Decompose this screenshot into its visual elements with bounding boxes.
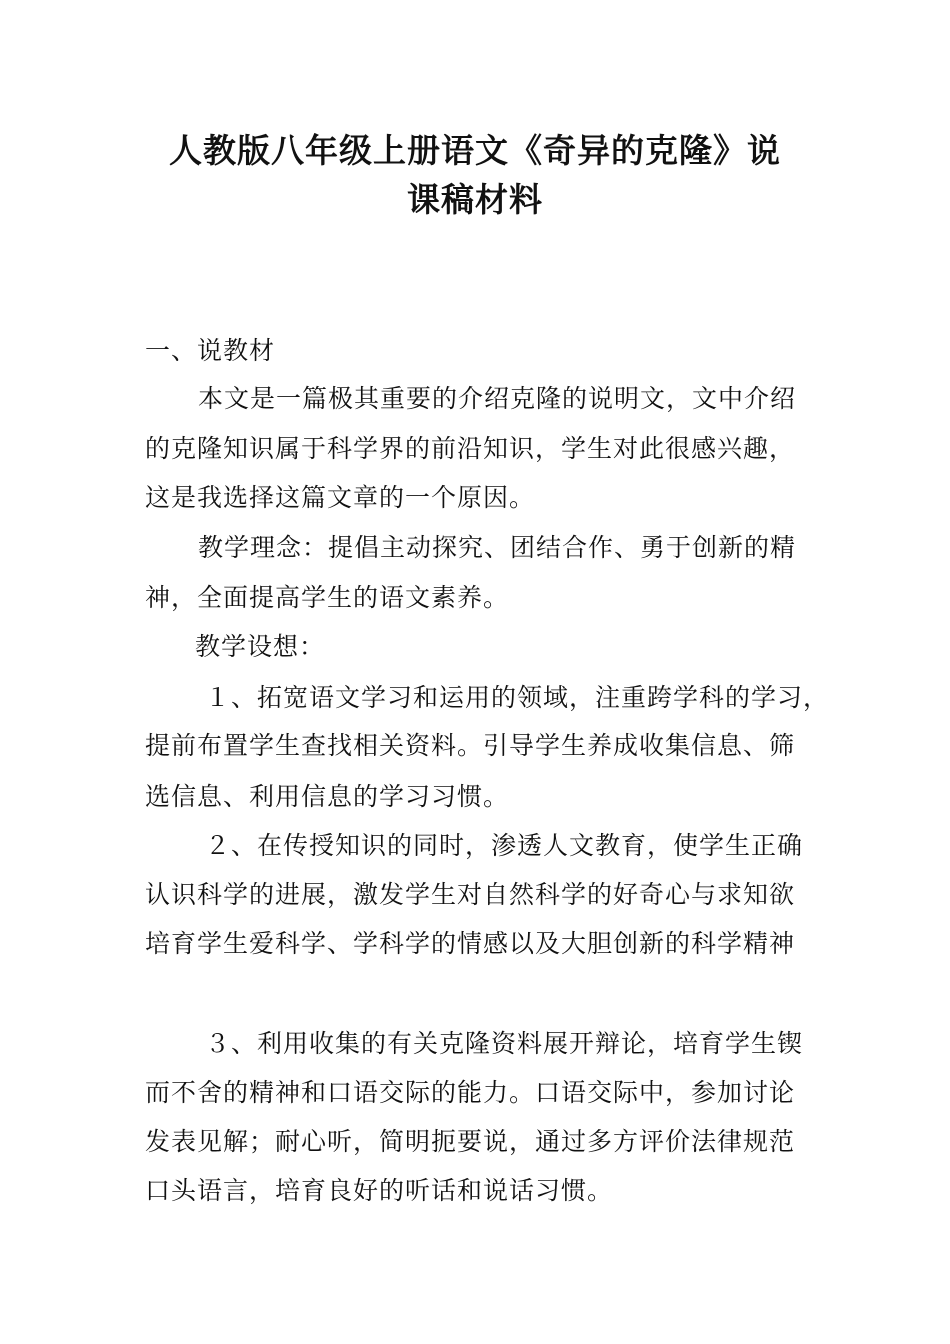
paragraph-line: 神，全面提高学生的语文素养。 [145,583,510,612]
paragraph-line: 而不舍的精神和口语交际的能力。口语交际中，参加讨论 [145,1078,796,1107]
paragraph-line: 口头语言，培育良好的听话和说话习惯。 [145,1176,614,1205]
section-heading: 一、说教材 [145,336,276,365]
paragraph-line: 培育学生爱科学、学科学的情感以及大胆创新的科学精神 [145,929,796,958]
paragraph-line: 本文是一篇极其重要的介绍克隆的说明文，文中介绍 [198,384,797,413]
paragraph-line: 认识科学的进展，激发学生对自然科学的好奇心与求知欲 [145,880,796,909]
paragraph-line: ２、在传授知识的同时，渗透人文教育，使学生正确 [205,831,804,860]
paragraph-line: １、拓宽语文学习和运用的领域，注重跨学科的学习， [205,683,830,712]
document-title-line-2: 课稿材料 [407,180,543,219]
paragraph-line: 的克隆知识属于科学界的前沿知识，学生对此很感兴趣， [145,434,796,463]
document-title-line-1: 人教版八年级上册语文《奇异的克隆》说 [169,131,781,170]
paragraph-line: 选信息、利用信息的学习习惯。 [145,782,510,811]
paragraph-line: 提前布置学生查找相关资料。引导学生养成收集信息、筛 [145,731,796,760]
paragraph-line: 发表见解；耐心听，简明扼要说，通过多方评价法律规范 [145,1127,796,1156]
paragraph-line: 教学理念：提倡主动探究、团结合作、勇于创新的精 [198,533,797,562]
paragraph-line: 这是我选择这篇文章的一个原因。 [145,483,536,512]
paragraph-line: ３、利用收集的有关克隆资料展开辩论，培育学生锲 [205,1029,804,1058]
paragraph-line: 教学设想： [195,632,326,661]
